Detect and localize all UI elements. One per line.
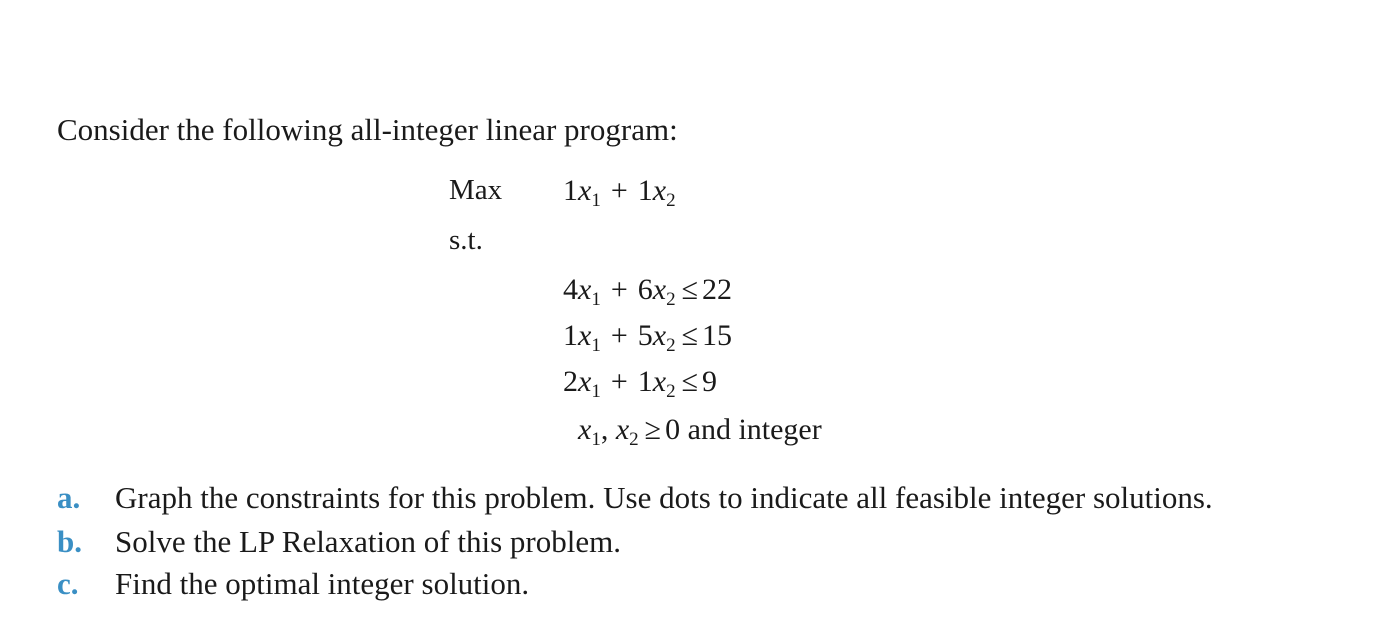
question-a-text: Graph the constraints for this problem. Use dots to indicate all feasible integer solutions.	[115, 480, 1213, 515]
constraint-3: $2x_1 + 1x_2 \le 9$	[563, 365, 718, 402]
question-b-text: Solve the LP Relaxation of this problem.	[115, 524, 621, 559]
question-a	[57, 480, 1213, 516]
question-c	[57, 566, 529, 602]
question-c-label: c.	[57, 566, 79, 601]
constraint-2: $1x_1 + 5x_2 \le 15$	[563, 319, 733, 356]
question-c-text: Find the optimal integer solution.	[115, 566, 530, 601]
problem-intro: Consider the following all-integer linear program:	[57, 112, 678, 147]
objective-function: $1x_1 + 1x_2$	[563, 174, 676, 211]
max-label: Max	[449, 174, 503, 206]
subject-to-label: s.t.	[449, 224, 483, 256]
question-b-label: b.	[57, 524, 82, 559]
nonnegativity-constraint: $x_1$, $x_2 \ge 0$ and integer	[578, 413, 822, 450]
question-a-label: a.	[57, 480, 81, 515]
question-b	[57, 524, 621, 560]
constraint-1: $4x_1 + 6x_2 \le 22$	[563, 273, 733, 310]
